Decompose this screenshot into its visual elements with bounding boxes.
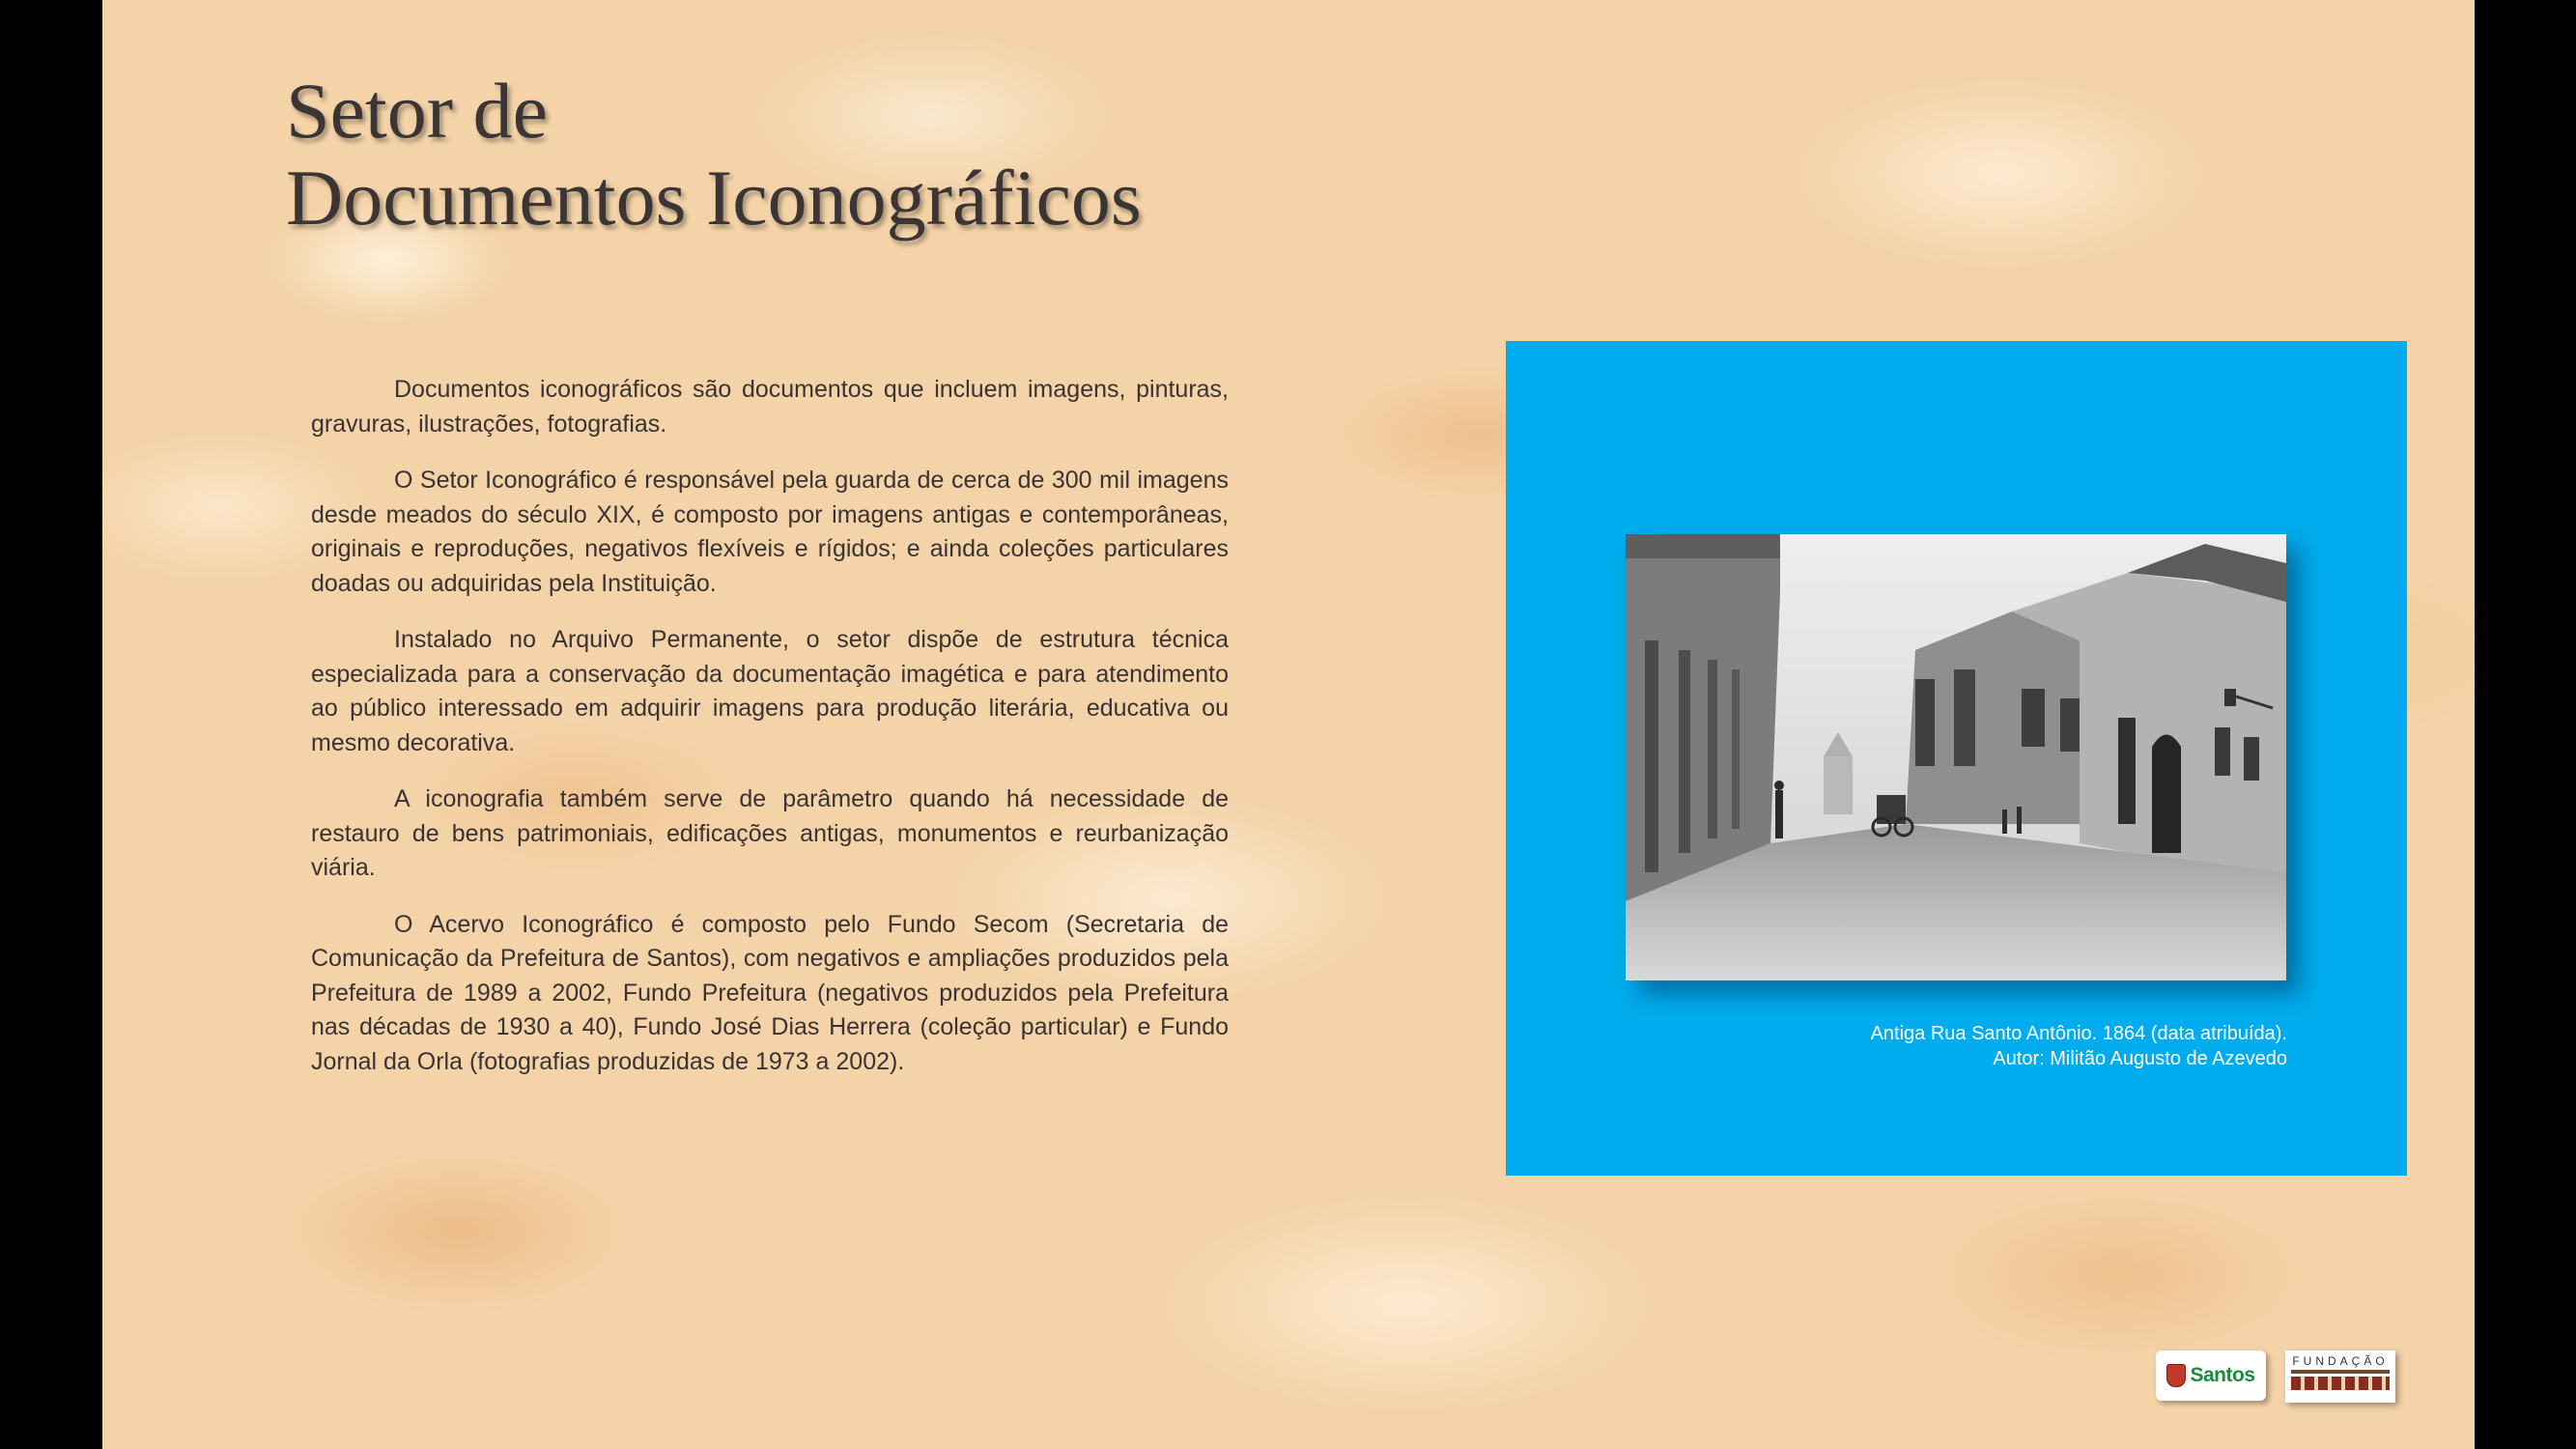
street-photo-image (1626, 534, 2286, 980)
photo-caption-line-1: Antiga Rua Santo Antônio. 1864 (data atribuída). (1870, 1023, 2287, 1044)
page-title-line-2: Documentos Iconográficos (286, 154, 1142, 242)
page-title (286, 68, 1142, 242)
paragraph-5: O Acervo Iconográfico é composto pelo Fundo Secom (Secretaria de Comunicação da Prefeitura de Santos), com negativos e ampliações produzidos pela Prefeitura de 1989 a 2002, Fundo Prefeitura (negativos produzidos pela Prefeitura nas décadas de 1930 a 40), Fundo José Dias Herrera (coleção particular) e Fundo Jornal da Orla (fotografias produzidas de 1973 a 2002). (311, 910, 1229, 1075)
photo-caption (1871, 1021, 2287, 1071)
fundacao-logo (2285, 1350, 2395, 1403)
page-title-line-1: Setor de (286, 67, 548, 155)
paragraph-1: Documentos iconográficos são documentos que incluem imagens, pinturas, gravuras, ilustrações, fotografias. (311, 376, 1229, 438)
fundacao-logo-text: FUNDAÇÃO (2292, 1354, 2389, 1368)
photo-caption-line-2: Autor: Militão Augusto de Azevedo (1993, 1048, 2287, 1069)
santos-logo-text: Santos (2190, 1364, 2255, 1386)
paragraph-2: O Setor Iconográfico é responsável pela guarda de cerca de 300 mil imagens desde meados do século XIX, é composto por imagens antigas e contemporâneas, originais e reproduções, negativos flexíveis e rígidos; e ainda coleções particulares doadas ou adquiridas pela Instituição. (311, 467, 1229, 597)
figure-panel (1506, 341, 2407, 1176)
fundacao-logo-bar (2291, 1370, 2390, 1374)
paragraph-3: Instalado no Arquivo Permanente, o setor dispõe de estrutura técnica especializada para a conservação da documentação imagética e para atendimento ao público interessado em adquirir imagens para produção literária, educativa ou mesmo decorativa. (311, 626, 1229, 756)
paragraph-4: A iconografia também serve de parâmetro quando há necessidade de restauro de bens patrimoniais, edificações antigas, monumentos e reurbanização viária. (311, 785, 1229, 881)
body-text (311, 373, 1229, 1101)
santos-logo (2156, 1350, 2266, 1401)
fundacao-logo-emblem-icon (2291, 1377, 2390, 1390)
santos-crest-icon (2166, 1364, 2186, 1387)
historic-street-photo (1626, 534, 2286, 980)
slide (102, 0, 2475, 1449)
